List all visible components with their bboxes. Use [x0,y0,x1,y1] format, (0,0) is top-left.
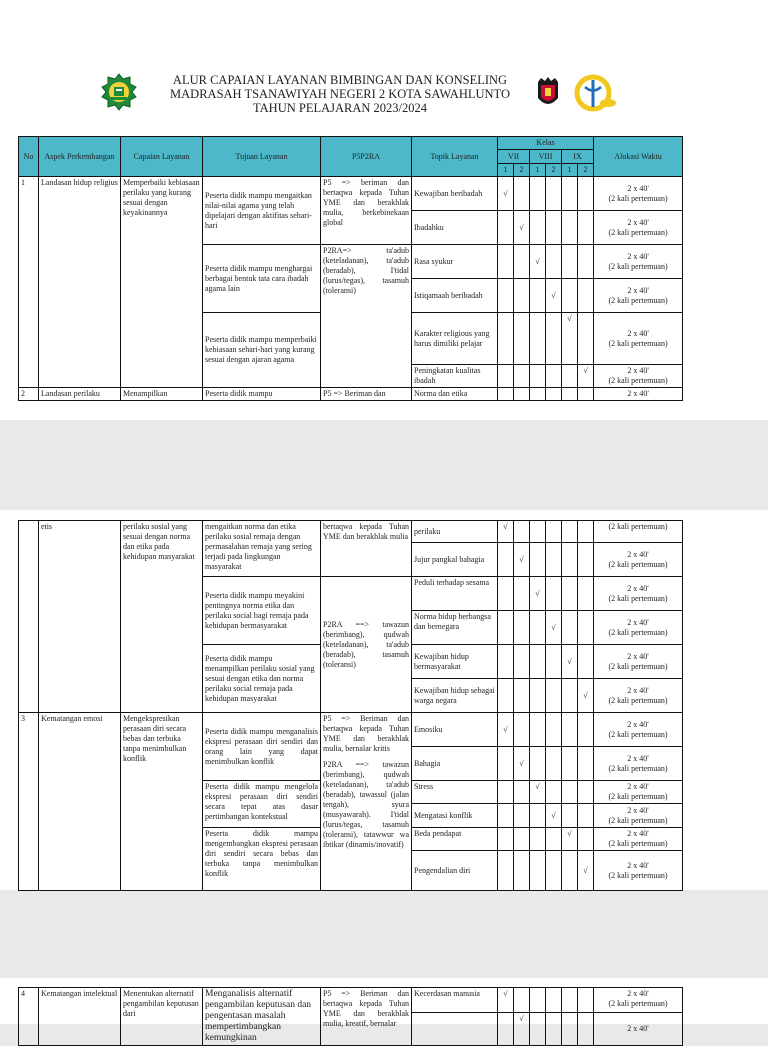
capaian-cell: Mengekspresikan perasaan diri secara bebas dan terbuka tanpa menimbulkan konflik [121,713,203,891]
check-mark: √ [546,279,562,313]
alokasi-note: (2 kali pertemuan) [608,839,668,848]
check-mark: √ [514,1013,530,1046]
col-header-sem: 1 [562,164,578,177]
tujuan-cell: Peserta didik mampu memperbaiki kebiasaan sehari-hari yang kurang sesuai dengan ajaran agama [203,313,321,388]
alokasi-cell [594,543,683,577]
bk-table-page-3 [18,987,683,1046]
alokasi-cell [594,279,683,313]
aspek-cell: Kematangan emosi [39,713,121,891]
alokasi-cell [594,828,683,851]
alokasi-cell [594,577,683,611]
topik-cell: Mengatasi konflik [412,804,498,828]
topik-cell: Bahagia [412,747,498,781]
topik-cell: Norma hidup berbangsa dan bernegara [412,611,498,645]
check-mark: √ [498,521,514,543]
col-header-capaian: Capaian Layanan [121,137,203,177]
alokasi-note: (2 kali pertemuan) [608,661,668,671]
tujuan-cell: Peserta didik mampu mengembangkan ekspresi perasaan diri sendiri secara bebas dan terbuka tanpa menimbulkan konflik [203,828,321,891]
row-number: 3 [19,713,39,891]
alokasi-value: 2 x 40' [627,217,649,227]
check-mark: √ [514,543,530,577]
check-mark: √ [498,988,514,1013]
table-row [19,177,683,211]
topik-cell: Emosiku [412,713,498,747]
row-number: 2 [19,388,39,401]
alokasi-value: 2 x 40' [627,285,649,295]
col-header-p5p2ra: P5P2RA [321,137,412,177]
alokasi-note: (2 kali pertemuan) [608,295,668,305]
check-mark: √ [546,611,562,645]
alokasi-value: 2 x 40' [627,829,649,838]
check-mark: √ [498,713,514,747]
tujuan-cell: Peserta didik mampu mengelola ekspresi perasaan diri sendiri secara tepat atas dasar pertimbangan kontekstual [203,781,321,828]
alokasi-note: (2 kali pertemuan) [608,870,668,880]
alokasi-note: (2 kali pertemuan) [608,792,668,801]
alokasi-value: 2 x 40' [627,685,649,695]
alokasi-cell [594,781,683,804]
alokasi-cell [594,851,683,891]
table-row [19,713,683,747]
capaian-cell: perilaku sosial yang sesuai dengan norma dan etika pada kehidupan masyarakat [121,521,203,713]
alokasi-cell [594,211,683,245]
alokasi-note: (2 kali pertemuan) [608,999,668,1008]
alokasi-cell [594,313,683,365]
alokasi-value: 2 x 40' [627,782,649,791]
alokasi-cell [594,747,683,781]
p5-text: P5 => Beriman dan bertaqwa kepada Tuhan YME dan berakhlak mulia, bernalar kritis [323,714,409,753]
alokasi-cell: 2 x 40' [594,1013,683,1046]
title-line-1: ALUR CAPAIAN LAYANAN BIMBINGAN DAN KONSELING [172,73,508,87]
topik-cell: Kewajiban beribadah [412,177,498,211]
topik-cell: Stress [412,781,498,804]
tujuan-cell: Peserta didik mampu menghargai berbagai bentuk tata cara ibadah agama lain [203,245,321,313]
table-row [19,388,683,401]
alokasi-cell [594,804,683,828]
alokasi-cell [594,713,683,747]
tujuan-cell: Peserta didik mampu [203,388,321,401]
aspek-cell: Landasan perilaku [39,388,121,401]
check-mark: √ [562,645,578,679]
alokasi-value: 2 x 40' [627,719,649,729]
alokasi-value: 2 x 40' [627,328,649,338]
check-mark: √ [530,577,546,611]
p5-text: P5 => beriman dan bertaqwa kepada Tuhan YME dan berakhlak mulia, berkebinekaan global [323,178,409,227]
document-title [170,73,510,115]
alokasi-cell: (2 kali pertemuan) [594,521,683,543]
topik-cell: Pengendalian diri [412,851,498,891]
p5p2ra-cell: bertaqwa kepada Tuhan YME dan berakhlak mulia [321,521,412,577]
col-header-tujuan: Tujuan Layanan [203,137,321,177]
col-header-sem: 2 [546,164,562,177]
col-header-topik: Topik Layanan [412,137,498,177]
p5p2ra-cell: P5 => Beriman dan bertaqwa kepada Tuhan YME dan berakhlak mulia, kreatif, bernalar [321,988,412,1046]
tujuan-cell: mengaitkan norma dan etika perilaku sosial remaja dengan permasalahan remaja yang sering terjadi pada lingkungan masyarakat [203,521,321,577]
check-mark: √ [514,211,530,245]
bk-table-page-1 [18,136,683,401]
alokasi-note: (2 kali pertemuan) [608,815,668,825]
alokasi-value: 2 x 40' [627,989,649,998]
p5p2ra-cell: P5 => Beriman dan [321,388,412,401]
alokasi-value: 2 x 40' [627,617,649,627]
alokasi-cell [594,245,683,279]
row-number: 1 [19,177,39,388]
alokasi-note: (2 kali pertemuan) [608,593,668,603]
alokasi-value: 2 x 40' [627,549,649,559]
col-header-sem: 2 [514,164,530,177]
col-header-kelas-viii: VIII [530,150,562,164]
col-header-sem: 2 [578,164,594,177]
table-row [19,521,683,543]
aspek-cell: etis [39,521,121,713]
alokasi-note: (2 kali pertemuan) [608,193,668,203]
alokasi-cell [594,988,683,1013]
aspek-cell: Kematangan intelektual [39,988,121,1046]
alokasi-value: 2 x 40' [627,251,649,261]
capaian-cell: Menentukan alternatif pengambilan keputusan dari [121,988,203,1046]
topik-cell: Rasa syukur [412,245,498,279]
topik-cell: Peningkatan kualitas ibadah [412,365,498,388]
title-line-2: MADRASAH TSANAWIYAH NEGERI 2 KOTA SAWAHLUNTO [170,87,510,101]
p5p2ra-cell [321,177,412,245]
check-mark: √ [530,781,546,804]
topik-cell: perilaku [412,521,498,543]
topik-cell: Kewajiban hidup bermasyarakat [412,645,498,679]
school-emblem-logo-icon [573,74,617,112]
alokasi-note: (2 kali pertemuan) [608,338,668,348]
alokasi-note: (2 kali pertemuan) [608,559,668,569]
alokasi-cell [594,365,683,388]
check-mark: √ [546,804,562,828]
alokasi-value: 2 x 40' [627,805,649,815]
check-mark: √ [514,747,530,781]
check-mark: √ [578,679,594,713]
tujuan-cell: Peserta didik mampu mengaitkan nilai-nilai agama yang telah dipelajari dengan aktifitas sehari-hari [203,177,321,245]
alokasi-value: 2 x 40' [627,183,649,193]
col-header-alokasi: Alokasi Waktu [594,137,683,177]
p5p2ra-cell: P2RA=> ta'adub (keteladanan), ta'adub (beradab), I'tidal (lurus/tegas), tasamuh (toleransi) [321,245,412,388]
alokasi-cell [594,645,683,679]
alokasi-cell [594,679,683,713]
tujuan-cell: Peserta didik mampu menganalisis ekspresi perasaan diri sendiri dan orang lain yang dapat menimbulkan konflik [203,713,321,781]
check-mark: √ [578,851,594,891]
col-header-no: No [19,137,39,177]
check-mark: √ [562,313,578,365]
col-header-aspek: Aspek Perkembangan [39,137,121,177]
alokasi-value: 2 x 40' [627,583,649,593]
bk-table-page-2 [18,520,683,891]
alokasi-note: (2 kali pertemuan) [608,763,668,773]
topik-cell: Kewajiban hidup sebagai warga negara [412,679,498,713]
alokasi-value: 2 x 40' [627,860,649,870]
capaian-cell: Menampilkan [121,388,203,401]
alokasi-value: 2 x 40' [627,753,649,763]
document-page-2 [0,510,768,890]
tujuan-cell: Peserta didik mampu meyakini pentingnya norma etika dan perilaku social bagi remaja pada kehidupan bermasyarakat [203,577,321,645]
col-header-sem: 1 [498,164,514,177]
capaian-cell: Memperbaiki kebiasaan perilaku yang kurang sesuai dengan keyakinannya [121,177,203,388]
kemenag-logo-icon [100,73,138,111]
alokasi-note: (2 kali pertemuan) [608,376,668,385]
document-page-1 [0,0,768,420]
aspek-cell: Landasan hidup religius [39,177,121,388]
alokasi-note: (2 kali pertemuan) [608,227,668,237]
col-header-kelas: Kelas [498,137,594,150]
topik-cell: Beda pendapat [412,828,498,851]
tujuan-cell: Peserta didik mampu menampilkan perilaku sosial yang sesuai dengan etika dan norma perilaku social remaja pada kehidupan masyarakat [203,645,321,713]
row-number: 4 [19,988,39,1046]
check-mark: √ [498,177,514,211]
alokasi-note: (2 kali pertemuan) [608,627,668,637]
alokasi-note: (2 kali pertemuan) [608,729,668,739]
alokasi-value: 2 x 40' [627,366,649,375]
p2ra-text: P2RA ==> tawazun (berimbang), qudwah (keteladanan), ta'adub (beradab), tawassul (jalan tengah), syura (musyawarah). I'tidal (lurus/tegas, tasamuh (toleransi), tatawwur wa ibtikar (dinamis/inovatif) [323,760,409,849]
alokasi-value: 2 x 40' [627,651,649,661]
city-crest-logo-icon [535,76,561,110]
alokasi-note: (2 kali pertemuan) [608,261,668,271]
alokasi-cell [594,611,683,645]
col-header-sem: 1 [530,164,546,177]
p5p2ra-cell [321,713,412,891]
table-row [19,988,683,1013]
alokasi-note: (2 kali pertemuan) [608,695,668,705]
topik-cell: Karakter religious yang harus dimiliki pelajar [412,313,498,365]
alokasi-cell [594,177,683,211]
topik-cell: Ibadahku [412,211,498,245]
p5p2ra-cell: P2RA ==> tawazun (berimbang), qudwah (keteladanan), ta'adub (beradab), tasamuh (toleransi) [321,577,412,713]
topik-cell: Jujur pangkal bahagia [412,543,498,577]
check-mark: √ [562,828,578,851]
tujuan-cell: Menganalisis alternatif pengambilan keputusan dan pengentasan masalah mempertimbangkan kemungkinan [203,988,321,1046]
col-header-kelas-vii: VII [498,150,530,164]
alokasi-cell: 2 x 40' [594,388,683,401]
topik-cell: Kecerdasan manusia [412,988,498,1013]
col-header-kelas-ix: IX [562,150,594,164]
title-line-3: TAHUN PELAJARAN 2023/2024 [253,101,427,115]
check-mark: √ [578,365,594,388]
check-mark: √ [530,245,546,279]
topik-cell: Istiqamaah beribadah [412,279,498,313]
document-page-3 [0,978,768,1043]
topik-cell: Norma dan etika [412,388,498,401]
topik-cell: Peduli terhadap sesama [412,577,498,611]
